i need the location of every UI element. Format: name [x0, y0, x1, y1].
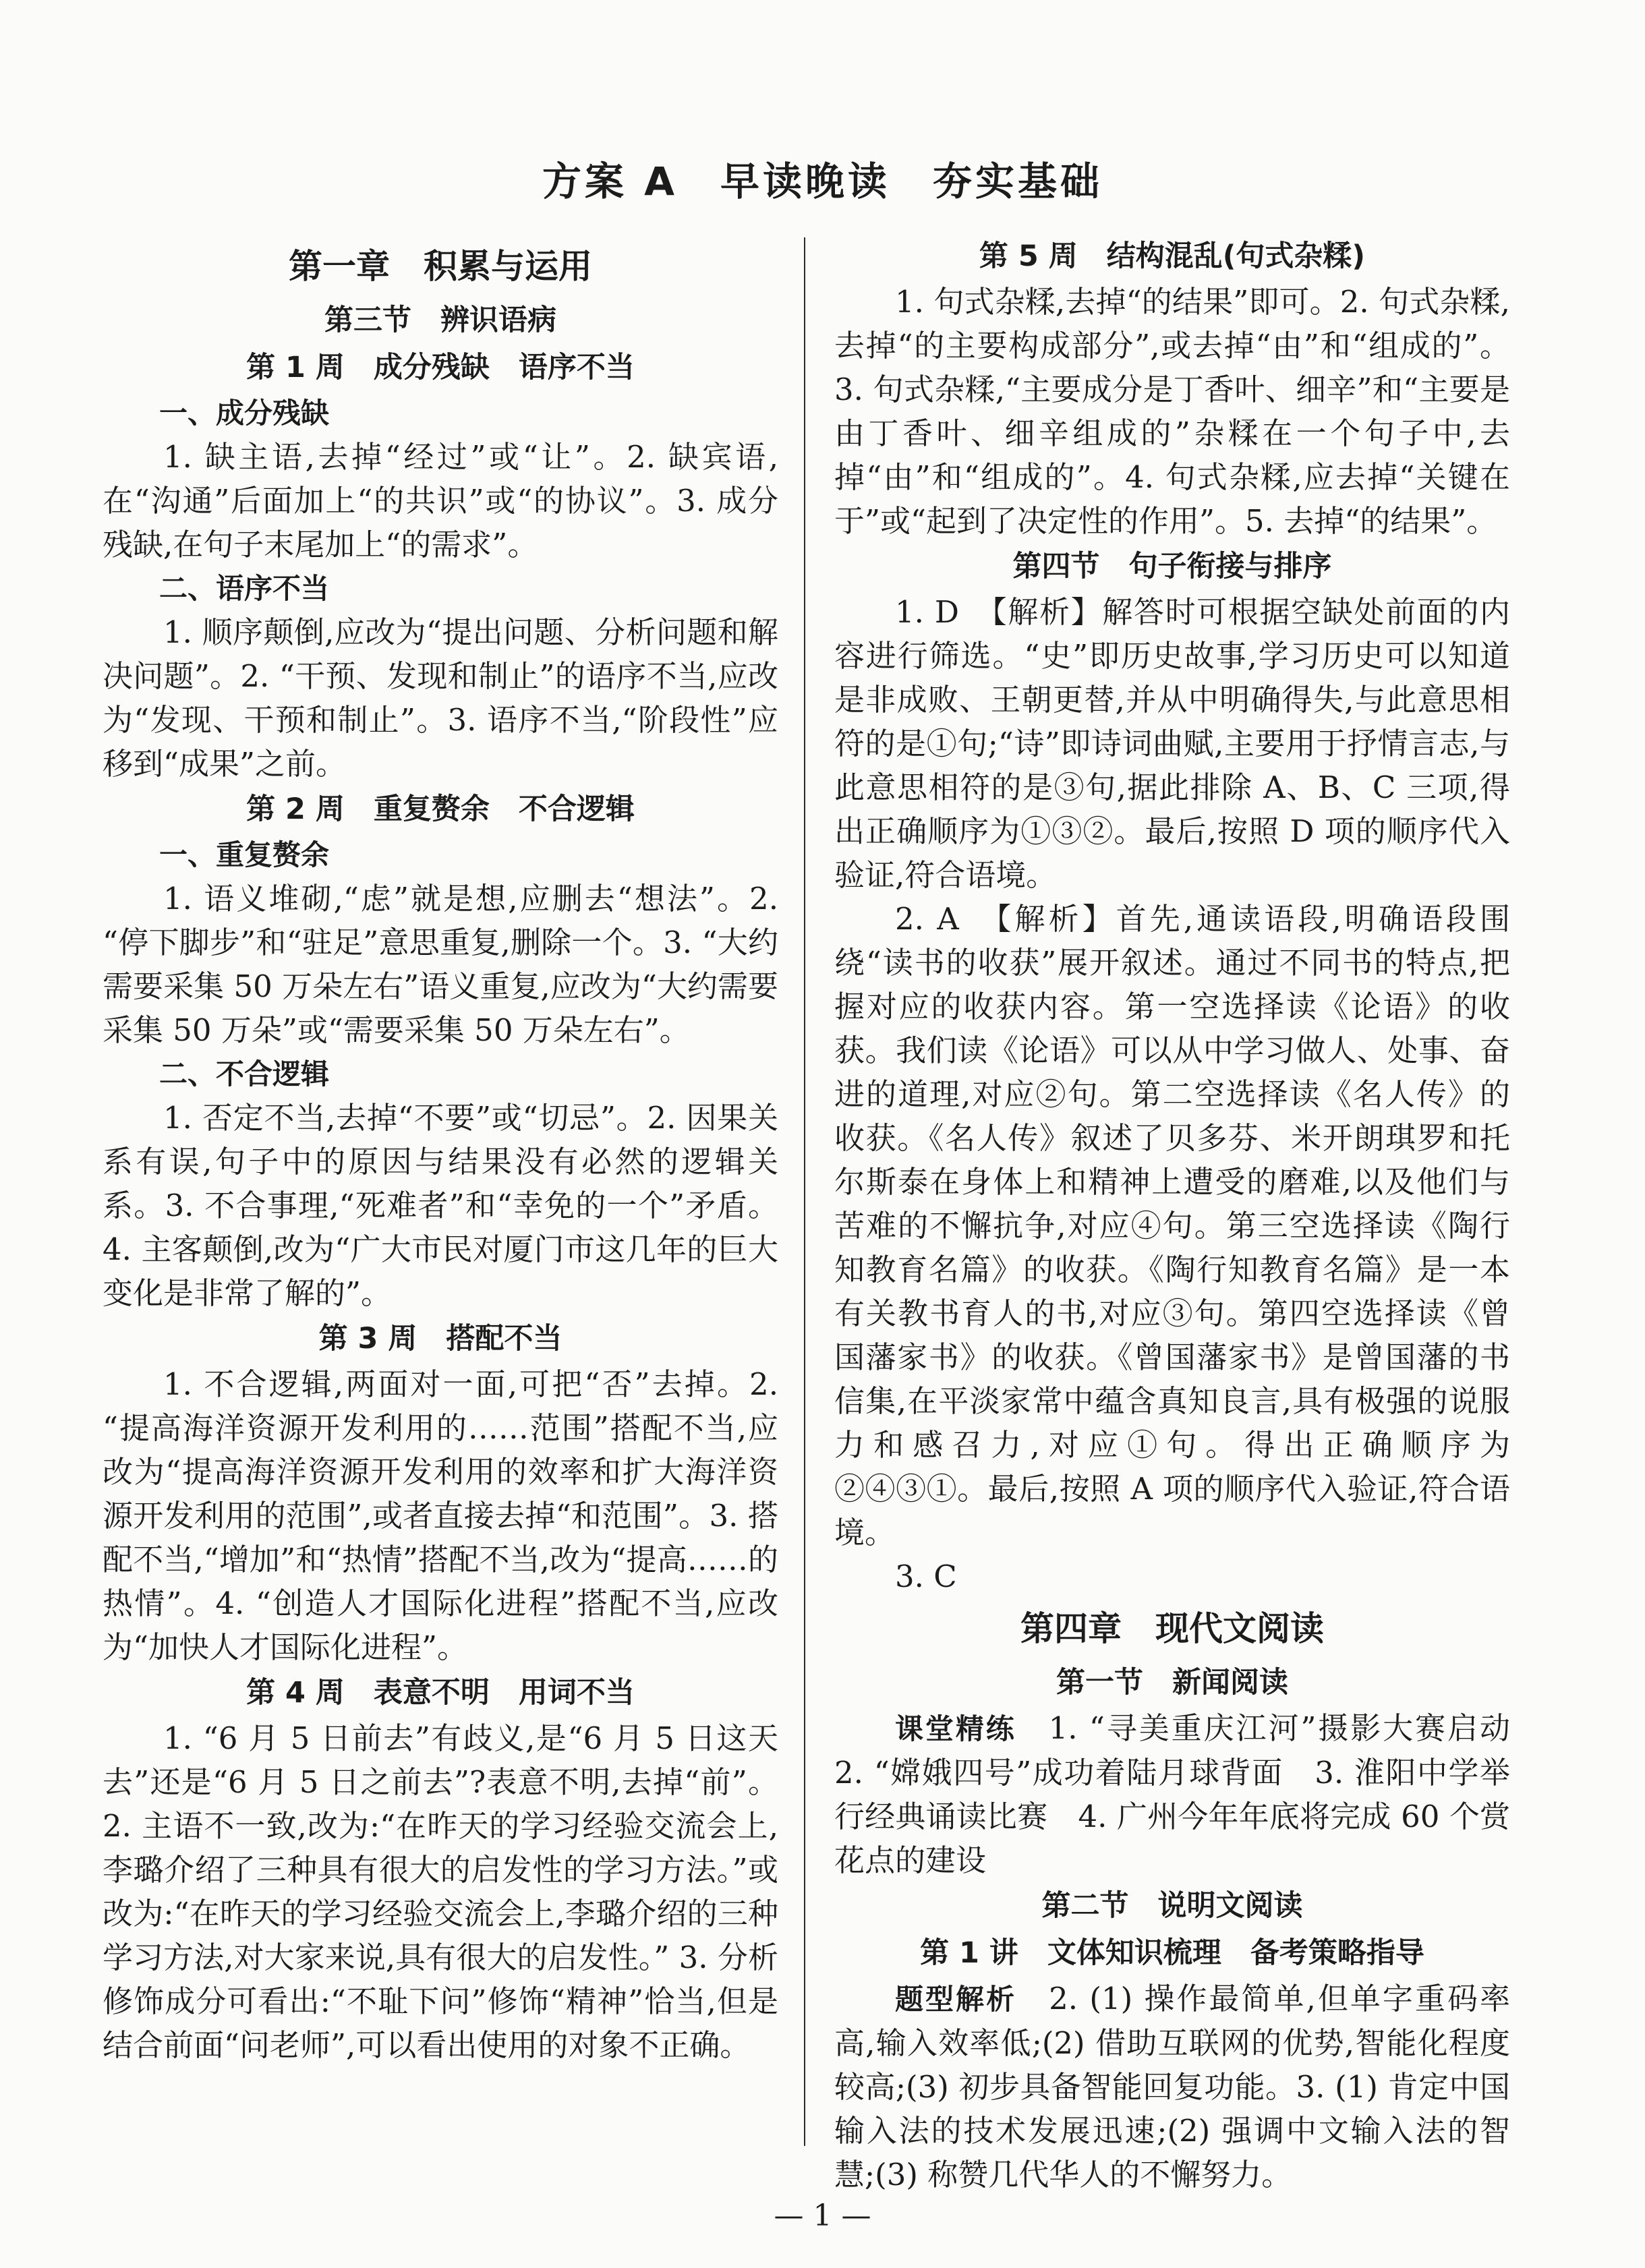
week-heading: 第 5 周 结构混乱(句式杂糅): [979, 239, 1366, 273]
label-practice: 课堂精练: [895, 1712, 1016, 1745]
chapter-heading: 第四章 现代文阅读: [1020, 1609, 1324, 1648]
right-column: [834, 233, 1540, 2197]
lecture-heading: 第 1 讲 文体知识梳理 备考策略指导: [920, 1936, 1424, 1970]
answer-paragraph: 1. 否定不当,去掉“不要”或“切忌”。2. 因果关系有误,句子中的原因与结果没有必然的逻辑关系。3. 不合事理,“死难者”和“幸免的一个”矛盾。4. 主客颠倒,改为“广大市民对厦门市这几年的巨大变化是非常了解的”。: [103, 1100, 778, 1311]
week-heading: 第 1 周 成分残缺 语序不当: [246, 351, 635, 384]
page-number: — 1 —: [774, 2199, 871, 2233]
answer-text: 1. “寻美重庆江河”摄影大赛启动 2. “嫦娥四号”成功着陆月球背面 3. 淮阳中学举行经典诵读比赛 4. 广州今年年底将完成 60 个赏花点的建设: [834, 1710, 1540, 1878]
answer-paragraph: 2. A 【解析】首先,通读语段,明确语段围绕“读书的收获”展开叙述。通过不同书的特点,把握对应的收获内容。第一空选择读《论语》的收获。我们读《论语》可以从中学习做人、处事、奋进的道理,对应②句。第二空选择读《名人传》的收获。《名人传》叙述了贝多芬、米开朗琪罗和托尔斯泰在身体上和精神上遭受的磨难,以及他们与苦难的不懈抗争,对应④句。第三空选择读《陶行知教育名篇》的收获。《陶行知教育名篇》是一本有关教书育人的书,对应③句。第四空选择读《曾国藩家书》的收获。《曾国藩家书》是曾国藩的书信集,在平淡家常中蕴含真知良言,具有极强的说服力和感召力,对应①句。得出正确顺序为②④③①。最后,按照 A 项的顺序代入验证,符合语境。: [834, 901, 1510, 1550]
left-column: [103, 233, 778, 2067]
answer-paragraph: 1. 顺序颠倒,应改为“提出问题、分析问题和解决问题”。2. “干预、发现和制止”的语序不当,应改为“发现、干预和制止”。3. 语序不当,“阶段性”应移到“成果”之前。: [103, 614, 778, 782]
answer-paragraph: [834, 1977, 1510, 2197]
week-heading: 第 2 周 重复赘余 不合逻辑: [246, 792, 635, 826]
section-heading: 第四节 句子衔接与排序: [1012, 550, 1332, 583]
answer-paragraph: 1. 不合逻辑,两面对一面,可把“否”去掉。2. “提高海洋资源开发利用的……范围”搭配不当,应改为“提高海洋资源开发利用的效率和扩大海洋资源开发利用的范围”,或者直接去掉“和范围”。3. 搭配不当,“增加”和“热情”搭配不当,改为“提高……的热情”。4. “创造人才国际化进程”搭配不当,应改为“加快人才国际化进程”。: [103, 1366, 778, 1665]
section-heading: 第三节 辨识语病: [324, 303, 556, 337]
chapter-heading: 第一章 积累与运用: [289, 247, 592, 286]
section-heading: 第一节 新闻阅读: [1056, 1666, 1288, 1699]
label-question-type: 题型解析: [895, 1983, 1017, 2016]
answer-paragraph: [834, 1706, 1540, 1882]
answer-text: 2. (1) 操作最简单,但单字重码率高,输入效率低;(2) 借助互联网的优势,智能化程度较高;(3) 初步具备智能回复功能。3. (1) 肯定中国输入法的技术发展迅速;(2) 强调中文输入法的智慧;(3) 称赞几代华人的不懈努力。: [834, 1981, 1510, 2192]
section-heading: 第二节 说明文阅读: [1041, 1889, 1303, 1923]
answer-paragraph: 1. 语义堆砌,“虑”就是想,应删去“想法”。2. “停下脚步”和“驻足”意思重复,删除一个。3. “大约需要采集 50 万朵左右”语义重复,应改为“大约需要采集 50 万朵”或“需要采集 50 万朵左右”。: [103, 881, 778, 1048]
answer-paragraph: 3. C: [895, 1559, 957, 1594]
answer-paragraph: 1. 句式杂糅,去掉“的结果”即可。2. 句式杂糅,去掉“的主要构成部分”,或去掉“由”和“组成的”。3. 句式杂糅,“主要成分是丁香叶、细辛”和“主要是由丁香叶、细辛组成的”杂糅在一个句子中,去掉“由”和“组成的”。4. 句式杂糅,应去掉“关键在于”或“起到了决定性的作用”。5. 去掉“的结果”。: [834, 284, 1510, 539]
week-heading: 第 4 周 表意不明 用词不当: [246, 1676, 635, 1710]
column-divider: [804, 237, 805, 2146]
subheading: 一、重复赘余: [159, 838, 330, 871]
page-title: 方案 A 早读晚读 夯实基础: [542, 158, 1103, 204]
subheading: 二、语序不当: [159, 572, 330, 605]
week-heading: 第 3 周 搭配不当: [318, 1322, 562, 1356]
answer-paragraph: 1. D 【解析】解答时可根据空缺处前面的内容进行筛选。“史”即历史故事,学习历史可以知道是非成败、王朝更替,并从中明确得失,与此意思相符的是①句;“诗”即诗词曲赋,主要用于抒情言志,与此意思相符的是③句,据此排除 A、B、C 三项,得出正确顺序为①③②。最后,按照 D 项的顺序代入验证,符合语境。: [834, 594, 1510, 893]
answer-paragraph: 1. “6 月 5 日前去”有歧义,是“6 月 5 日这天去”还是“6 月 5 日之前去”?表意不明,去掉“前”。2. 主语不一致,改为:“在昨天的学习经验交流会上,李璐介绍了三种具有很大的启发性的学习方法。”或改为:“在昨天的学习经验交流会上,李璐介绍的三种学习方法,对大家来说,具有很大的启发性。” 3. 分析修饰成分可看出:“不耻下问”修饰“精神”恰当,但是结合前面“问老师”,可以看出使用的对象不正确。: [103, 1720, 778, 2063]
subheading: 二、不合逻辑: [159, 1057, 330, 1091]
subheading: 一、成分残缺: [159, 397, 330, 430]
answer-paragraph: 1. 缺主语,去掉“经过”或“让”。2. 缺宾语,在“沟通”后面加上“的共识”或“的协议”。3. 成分残缺,在句子末尾加上“的需求”。: [103, 439, 778, 562]
